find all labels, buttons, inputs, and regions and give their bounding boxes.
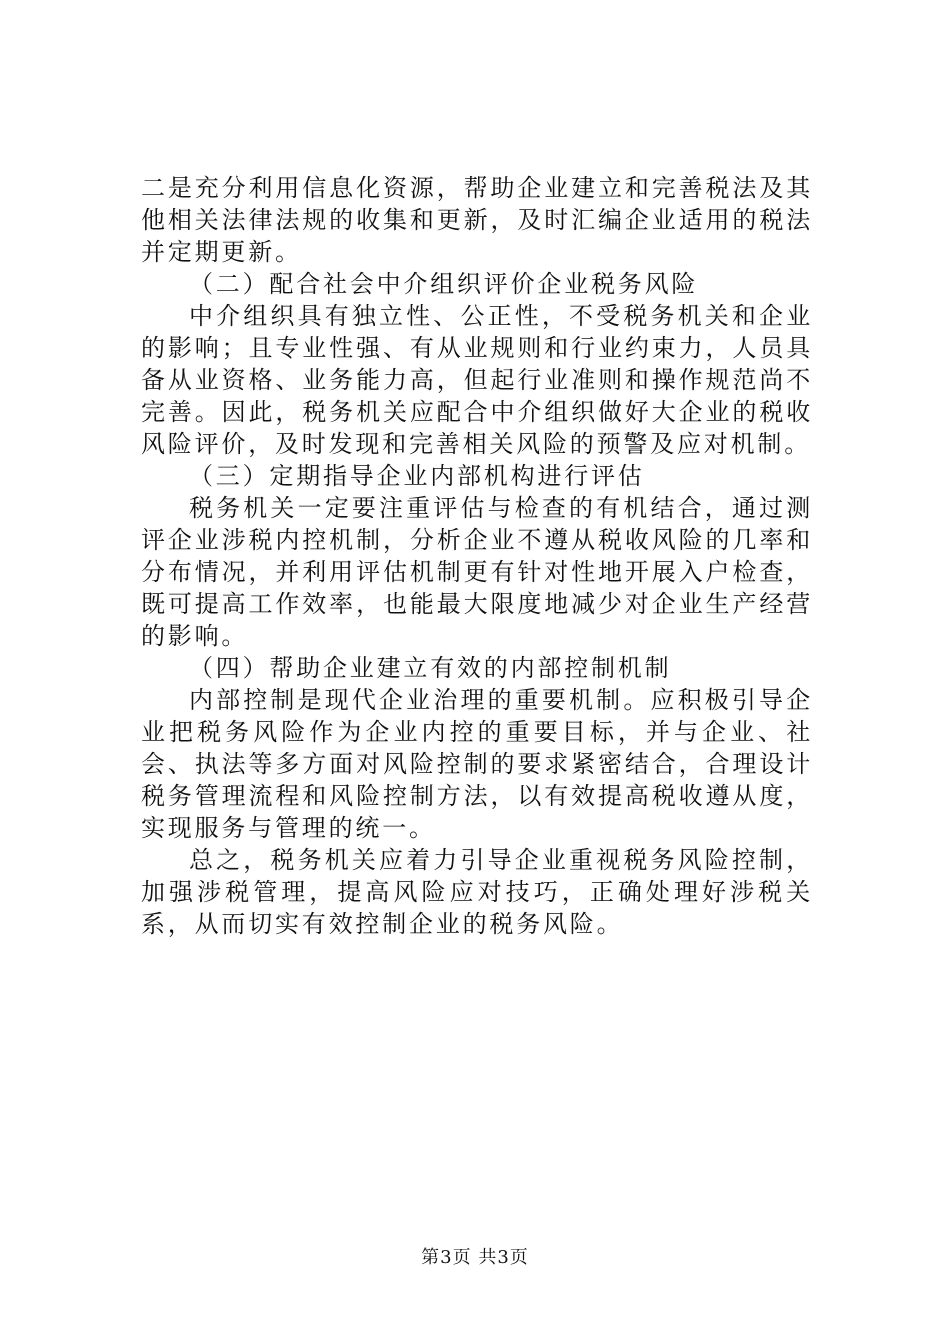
- section-heading-2: （二）配合社会中介组织评价企业税务风险: [189, 270, 699, 298]
- paragraph-conclusion: 总之，税务机关应着力引导企业重视税务风险控制，加强涉税管理，提高风险应对技巧，正确处理好涉税关系，从而切实有效控制企业的税务风险。: [141, 846, 813, 938]
- paragraph-intermediary: 中介组织具有独立性、公正性，不受税务机关和企业的影响；且专业性强、有从业规则和行业约束力，人员具备从业资格、业务能力高，但起行业准则和操作规范尚不完善。因此，税务机关应配合中介组织做好大企业的税收风险评价，及时发现和完善相关风险的预警及应对机制。: [141, 302, 813, 458]
- paragraph-internal-control: 内部控制是现代企业治理的重要机制。应积极引导企业把税务风险作为企业内控的重要目标，并与企业、社会、执法等多方面对风险控制的要求紧密结合，合理设计税务管理流程和风险控制方法，以有效提高税收遵从度，实现服务与管理的统一。: [141, 686, 813, 842]
- page-footer: 第3页 共3页: [421, 1247, 529, 1268]
- section-heading-3: （三）定期指导企业内部机构进行评估: [189, 462, 645, 490]
- paragraph-continuation: 二是充分利用信息化资源，帮助企业建立和完善税法及其他相关法律法规的收集和更新，及时汇编企业适用的税法并定期更新。: [141, 174, 813, 266]
- paragraph-assessment: 税务机关一定要注重评估与检查的有机结合，通过测评企业涉税内控机制，分析企业不遵从税收风险的几率和分布情况，并利用评估机制更有针对性地开展入户检查，既可提高工作效率，也能最大限度地减少对企业生产经营的影响。: [141, 494, 813, 650]
- document-body: [141, 172, 813, 940]
- section-heading-4: （四）帮助企业建立有效的内部控制机制: [189, 654, 672, 682]
